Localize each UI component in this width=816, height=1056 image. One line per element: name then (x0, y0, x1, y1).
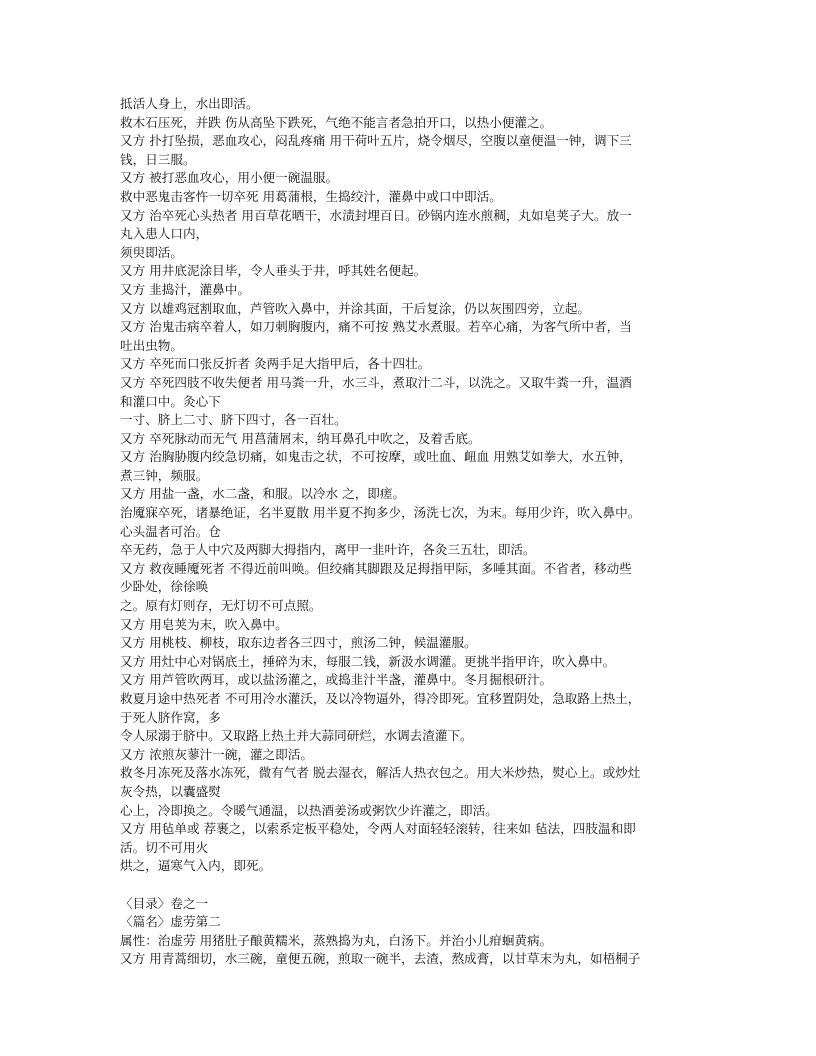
text-line: 烘之，逼寒气入内，即死。 (120, 858, 272, 874)
text-line: 又方 治鬼击病卒着人，如刀刺胸腹内，痛不可按 熟艾水煮服。若卒心痛，为客气所中者，当 (120, 319, 632, 335)
text-line: 又方 治胸胁腹内绞急切痛，如鬼击之状，不可按摩，或吐血、衄血 用熟艾如拳大，水五钟， (120, 449, 632, 465)
text-line: 煮三钟，频服。 (120, 467, 209, 483)
text-line: 少卧处，徐徐唤 (120, 579, 209, 595)
text-line: 又方 治卒死心头热者 用百草花晒干，水渍封埋百日。砂锅内连水煎稠，丸如皂荚子大。放一 (120, 207, 632, 223)
text-line: 〈篇名〉虚劳第二 (120, 914, 221, 930)
text-line: 之。原有灯则存，无灯切不可点照。 (120, 598, 322, 614)
text-line: 又方 用桃枝、柳枝，取东边者各三四寸，煎汤二钟，候温灌服。 (120, 635, 477, 651)
text-line: 又方 用灶中心对锅底土，捶碎为末，每服二钱，新汲水调灌。更挑半指甲许，吹入鼻中。 (120, 653, 616, 669)
blank-line (120, 876, 700, 895)
text-line: 和灌口中。灸心下 (120, 393, 221, 409)
text-line: 灰令热，以囊盛熨 (120, 783, 221, 799)
text-line: 又方 救夜睡魇死者 不得近前叫唤。但绞痛其脚跟及足拇指甲际，多唾其面。不省者，移动些 (120, 560, 632, 576)
text-line: 又方 用青蒿细切，水三碗，童便五碗，煎取一碗半，去渣，熬成膏，以甘草末为丸，如梧桐子 (120, 951, 641, 967)
text-line: 卒无药，急于人中穴及两脚大拇指内，离甲一韭叶许，各灸三五壮，即活。 (120, 542, 536, 558)
text-line: 须臾即活。 (120, 244, 183, 260)
text-line: 〈目录〉卷之一 (120, 895, 209, 911)
text-line: 一寸、脐上二寸、脐下四寸，各一百壮。 (120, 412, 347, 428)
text-line: 又方 用盐一盏，水二盏，和服。以冷水 之，即瘥。 (120, 486, 406, 502)
text-line: 又方 韭捣汁，灌鼻中。 (120, 281, 250, 297)
text-line: 又方 用井底泥涂目毕，令人垂头于井，呼其姓名便起。 (120, 263, 427, 279)
text-line: 救夏月途中热死者 不可用冷水灌沃，及以冷物逼外，得冷即死。宜移置阴处，急取路上热土， (120, 691, 641, 706)
text-line: 令人尿溺于脐中。又取路上热土并大蒜同研烂，水调去渣灌下。 (120, 728, 473, 744)
text-line: 救中恶鬼击客忤一切卒死 用葛蒲根，生捣绞汁，灌鼻中或口中即活。 (120, 188, 502, 204)
text-line: 钱，日三服。 (120, 151, 196, 167)
text-line: 治魇寐卒死，诸暴绝证，名半夏散 用半夏不拘多少，汤洗七次，为末。每用少许，吹入鼻中。 (120, 505, 641, 521)
text-line: 又方 被打恶血攻心，用小便一碗温服。 (120, 170, 339, 186)
text-line: 吐出虫物。 (120, 337, 183, 353)
text-line: 又方 浓煎灰蓼汁一碗，灌之即活。 (120, 746, 313, 762)
text-line: 属性：治虚劳 用猪肚子酿黄糯米，蒸熟捣为丸，白汤下。并治小儿疳蛔黄病。 (120, 932, 553, 948)
text-line: 又方 用芦管吹两耳，或以盐汤灌之，或捣韭汁半盏，灌鼻中。冬月掘根研汁。 (120, 672, 553, 688)
text-line: 于死人脐作窝，多 (120, 709, 221, 725)
text-line: 又方 用毡单或 荐裹之，以索系定板平稳处，令两人对面轻轻滚转，往来如 毡法，四肢温和即 (120, 821, 636, 837)
text-line: 又方 用皂荚为末，吹入鼻中。 (120, 616, 288, 632)
text-line: 心上，冷即换之。令暖气通温，以热酒姜汤或粥饮少许灌之，即活。 (120, 802, 498, 818)
text-line: 救木石压死，并跌 伤从高坠下跌死，气绝不能言者急拍开口，以热小便灌之。 (120, 114, 553, 130)
document-page (120, 95, 700, 969)
text-line: 又方 以雄鸡冠割取血，芦管吹入鼻中，并涂其面，干后复涂，仍以灰围四旁，立起。 (120, 300, 590, 316)
text-line: 活。切不可用火 (120, 839, 209, 855)
text-line: 丸入患人口内， (120, 226, 209, 242)
text-line: 又方 卒死四肢不收失便者 用马粪一升，水三斗，煮取汁二斗，以洗之。又取牛粪一升，温酒 (120, 374, 632, 390)
text-line: 抵活人身上，水出即活。 (120, 96, 259, 111)
text-line: 又方 扑打坠损，恶血攻心，闷乱疼痛 用干荷叶五片，烧令烟尽，空腹以童便温一钟，调下三 (120, 133, 632, 149)
text-line: 又方 卒死脉动而无气 用菖蒲屑末，纳耳鼻孔中吹之，及着舌底。 (120, 430, 481, 446)
text-line: 又方 卒死而口张反折者 灸两手足大指甲后，各十四壮。 (120, 356, 431, 372)
text-line: 心头温者可治。仓 (120, 523, 221, 539)
text-line: 救冬月冻死及落水冻死，微有气者 脱去湿衣，解活人热衣包之。用大米炒热，熨心上。或炒灶 (120, 765, 641, 781)
